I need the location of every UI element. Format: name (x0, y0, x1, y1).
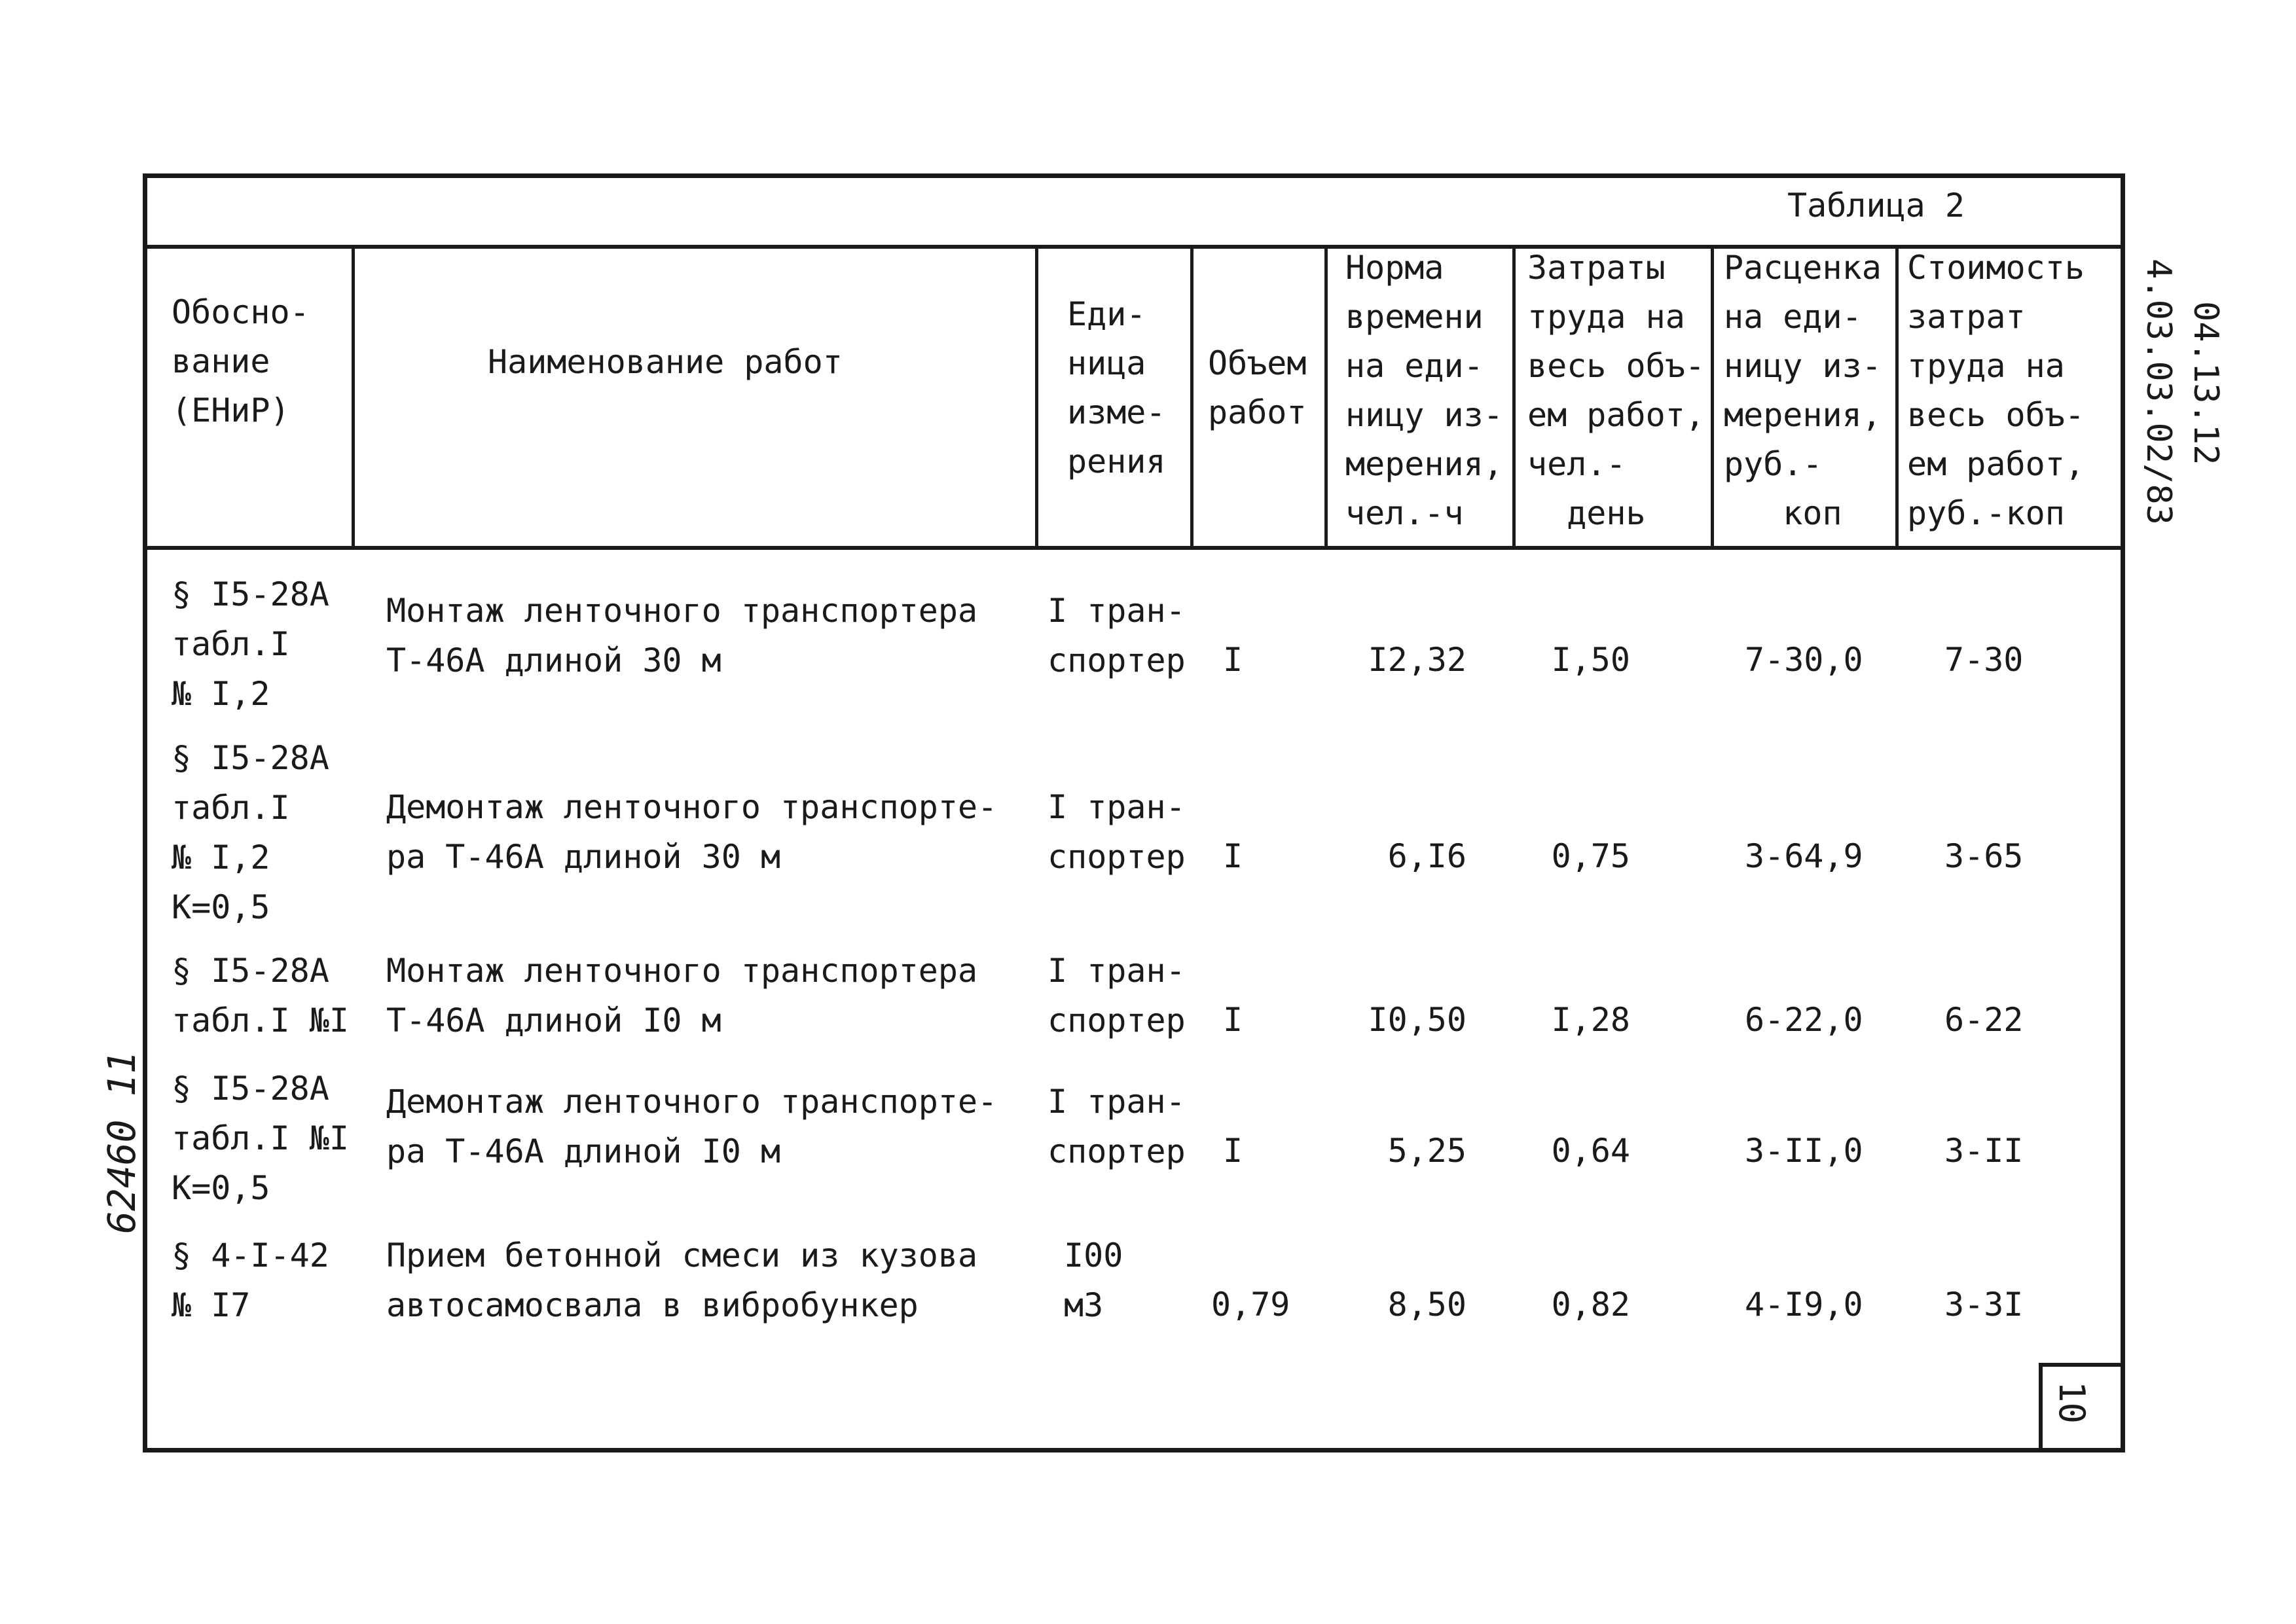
header-rate: Расценка на еди- ницу из- мерения, руб.- коп (1724, 249, 1882, 532)
row4-rate: 3-II,0 (1745, 1132, 1863, 1170)
row2-basis: § I5-28А табл.I № I,2 К=0,5 (172, 739, 329, 926)
header-divider (143, 546, 2125, 550)
row3-labor: I,28 (1551, 1001, 1630, 1039)
row3-volume: I (1223, 1001, 1243, 1039)
col-divider-2 (1035, 245, 1038, 548)
row5-cost: 3-3I (1944, 1286, 2024, 1324)
row1-rate: 7-30,0 (1745, 641, 1863, 679)
row1-volume: I (1223, 641, 1243, 679)
row4-basis: § I5-28А табл.I №I К=0,5 (172, 1070, 349, 1207)
header-norm: Норма времени на еди- ницу из- мерения, чел.-ч (1345, 249, 1503, 532)
header-labor: Затраты труда на весь объ- ем работ, чел.- день (1527, 249, 1705, 532)
row3-rate: 6-22,0 (1745, 1001, 1863, 1039)
row4-norm: 5,25 (1387, 1132, 1467, 1170)
side-code-line2: 4.03.03.02/83 (2139, 259, 2178, 525)
header-basis: Обосно- вание (ЕНиР) (172, 293, 310, 429)
row1-name: Монтаж ленточного транспортера Т-46А длиной 30 м (386, 592, 978, 679)
header-name: Наименование работ (488, 343, 843, 381)
row5-basis: § 4-I-42 № I7 (172, 1236, 329, 1324)
row3-unit: I тран- спортер (1048, 952, 1186, 1039)
row2-unit: I тран- спортер (1048, 788, 1186, 876)
page-number: 10 (2051, 1381, 2092, 1424)
row2-volume: I (1223, 837, 1243, 875)
col-divider-4 (1324, 245, 1328, 548)
row4-cost: 3-II (1944, 1132, 2024, 1170)
row5-norm: 8,50 (1387, 1286, 1467, 1324)
row3-name: Монтаж ленточного транспортера Т-46А длиной I0 м (386, 952, 978, 1039)
side-code-line1: 04.13.12 (2186, 301, 2225, 465)
row5-unit: I00 м3 (1064, 1236, 1123, 1324)
row4-name: Демонтаж ленточного транспорте- ра Т-46А длиной I0 м (386, 1083, 998, 1170)
row2-rate: 3-64,9 (1745, 837, 1863, 875)
left-stamp: 62460 11 (100, 1051, 144, 1234)
header-unit: Еди- ница изме- рения (1067, 295, 1166, 480)
col-divider-5 (1512, 245, 1516, 548)
row1-labor: I,50 (1551, 641, 1630, 679)
row4-volume: I (1223, 1132, 1243, 1170)
row1-unit: I тран- спортер (1048, 592, 1186, 679)
header-volume: Объем работ (1208, 344, 1307, 431)
row3-norm: I0,50 (1368, 1001, 1467, 1039)
row1-basis: § I5-28А табл.I № I,2 (172, 575, 329, 713)
row5-labor: 0,82 (1551, 1286, 1630, 1324)
row5-volume: 0,79 (1211, 1286, 1290, 1324)
header-cost: Стоимость затрат труда на весь объ- ем работ, руб.-коп (1907, 249, 2085, 532)
col-divider-7 (1895, 245, 1899, 548)
row2-name: Демонтаж ленточного транспорте- ра Т-46А длиной 30 м (386, 788, 998, 876)
row2-cost: 3-65 (1944, 837, 2024, 875)
row3-cost: 6-22 (1944, 1001, 2024, 1039)
row3-basis: § I5-28А табл.I №I (172, 952, 349, 1039)
table-title: Таблица 2 (1787, 187, 1965, 225)
row1-norm: I2,32 (1368, 641, 1467, 679)
row2-norm: 6,I6 (1387, 837, 1467, 875)
row2-labor: 0,75 (1551, 837, 1630, 875)
row5-rate: 4-I9,0 (1745, 1286, 1863, 1324)
col-divider-1 (352, 245, 355, 548)
row4-labor: 0,64 (1551, 1132, 1630, 1170)
row5-name: Прием бетонной смеси из кузова автосамосвала в вибробункер (386, 1236, 978, 1324)
row1-cost: 7-30 (1944, 641, 2024, 679)
col-divider-6 (1711, 245, 1714, 548)
col-divider-3 (1190, 245, 1194, 548)
row4-unit: I тран- спортер (1048, 1083, 1186, 1170)
